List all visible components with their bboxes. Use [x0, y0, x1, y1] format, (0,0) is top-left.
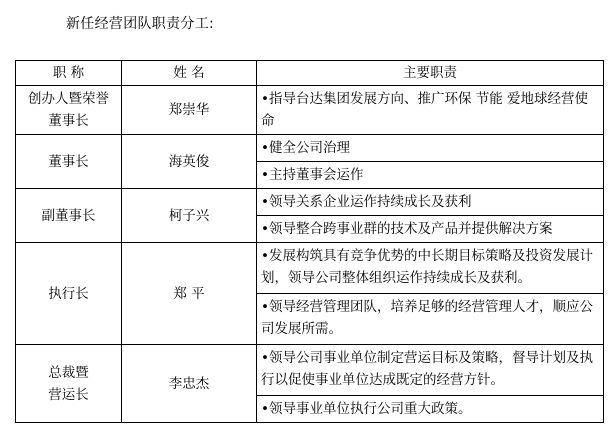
table-row	[16, 135, 604, 162]
duty-cell: •主持董事会运作	[257, 162, 604, 189]
role-cell: 董事长	[16, 135, 122, 189]
duty-cell: •指导台达集团发展方向、推广环保 节能 爱地球经营使命	[257, 86, 604, 135]
table-row	[16, 243, 604, 294]
duty-cell: •领导整合跨事业群的技术及产品并提供解决方案	[257, 216, 604, 243]
name-cell: 柯子兴	[122, 189, 257, 243]
role-cell: 执行长	[16, 243, 122, 345]
duty-cell: •健全公司治理	[257, 135, 604, 162]
header-duties: 主要职责	[257, 61, 604, 86]
role-line: 营运长	[48, 386, 89, 403]
table-row	[16, 345, 604, 396]
name-cell: 李忠杰	[122, 345, 257, 423]
name-cell: 郑 平	[122, 243, 257, 345]
table-row	[16, 189, 604, 216]
duty-cell: •发展构筑具有竞争优势的中长期目标策略及投资发展计划，领导公司整体组织运作持续成长及获利。	[257, 243, 604, 294]
header-role: 职 称	[16, 61, 122, 86]
name-cell: 郑崇华	[122, 86, 257, 135]
role-cell: 副董事长	[16, 189, 122, 243]
header-name: 姓 名	[122, 61, 257, 86]
table-header-row	[16, 61, 604, 86]
table-row	[16, 86, 604, 135]
responsibility-table	[15, 60, 604, 423]
name-cell: 海英俊	[122, 135, 257, 189]
duty-cell: •领导事业单位执行公司重大政策。	[257, 396, 604, 423]
duty-cell: •领导关系企业运作持续成长及获利	[257, 189, 604, 216]
role-line: 创办人暨荣誉	[28, 91, 109, 107]
role-cell	[16, 345, 122, 423]
role-line: 总裁暨	[48, 364, 89, 381]
document-title: 新任经营团队职责分工:	[66, 16, 215, 32]
role-line: 董事长	[48, 113, 89, 129]
role-cell	[16, 86, 122, 135]
duty-cell: •领导公司事业单位制定营运目标及策略，督导计划及执行以促使事业单位达成既定的经营方针。	[257, 345, 604, 396]
duty-cell: •领导经营管理团队，培养足够的经营管理人才，顺应公司发展所需。	[257, 294, 604, 345]
